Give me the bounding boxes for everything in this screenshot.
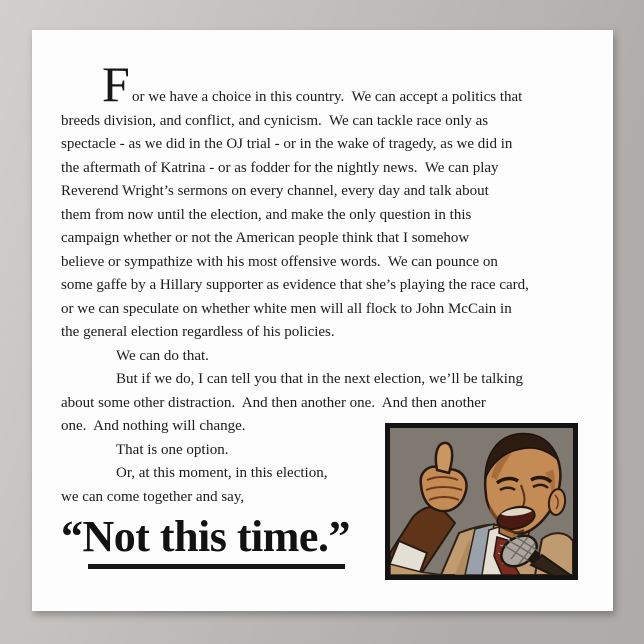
speech-line: spectacle - as we did in the OJ trial - or in the wake of tragedy, as we did in [61,136,513,152]
speech-line: about some other distraction. And then another one. And then another [61,394,486,411]
speech-line: one. And nothing will change. [61,418,246,434]
speech-line: some gaffe by a Hillary supporter as evidence that she’s playing the race card, [61,277,529,293]
speech-line: the general election regardless of his policies. [61,324,335,340]
speech-line: them from now until the election, and make the only question in this [61,206,472,223]
speech-line: we can come together and say, [61,488,245,505]
speech-opening-line: or we have a choice in this country. We can accept a politics that [132,89,523,105]
obama-photo-frame [385,423,578,580]
speech-line: or we can speculate on whether white men will all flock to John McCain in [61,300,512,317]
speech-line: the aftermath of Katrina - or as fodder for the nightly news. We can play [61,159,499,176]
speech-line: believe or sympathize with his most offensive words. We can pounce on [61,253,498,270]
speech-line: We can do that. [116,347,209,364]
speech-line: Or, at this moment, in this election, [116,465,328,481]
speech-line: But if we do, I can tell you that in the next election, we’ll be talking [116,371,523,387]
speech-line: campaign whether or not the American people think that I somehow [61,230,470,246]
quote-underline [88,564,345,569]
dropcap-letter: F [102,56,130,112]
speech-line: Reverend Wright’s sermons on every channel, every day and talk about [61,183,489,199]
not-this-time-quote: “Not this time.” [61,512,350,561]
obama-thumbs-up-illustration [385,423,578,580]
speech-line: breeds division, and conflict, and cynicism. We can tackle race only as [61,112,489,129]
speech-line: That is one option. [116,441,229,458]
poster [32,30,613,611]
